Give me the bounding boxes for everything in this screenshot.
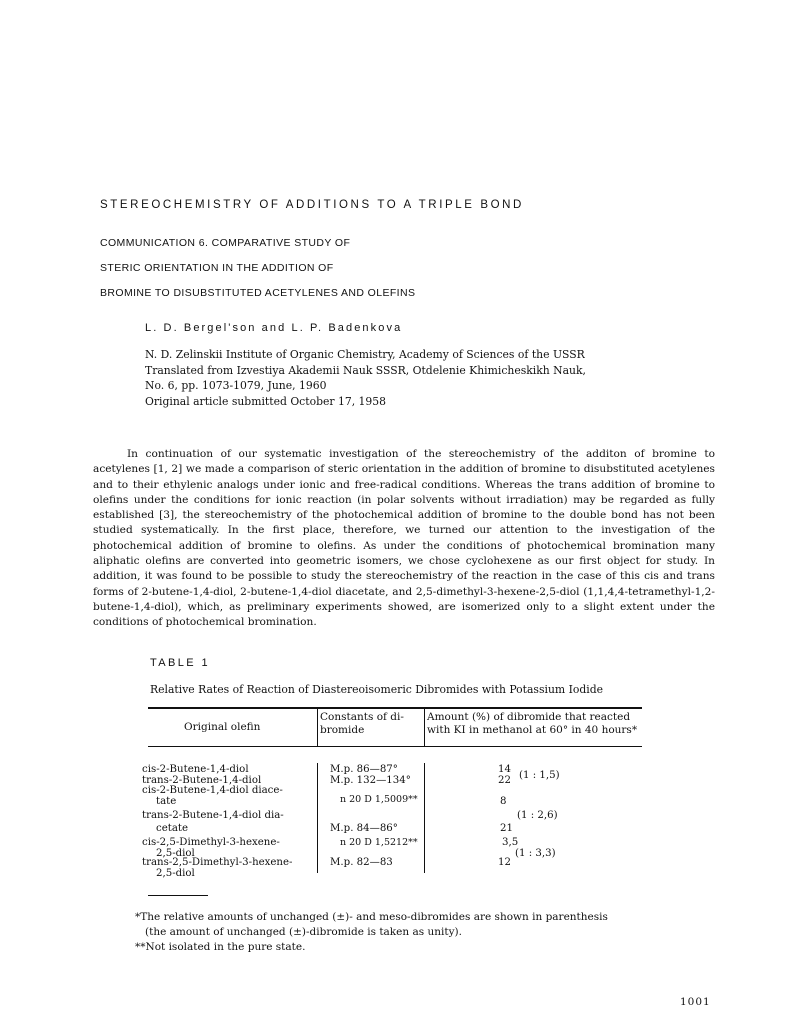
- subtitle-line-1: COMMUNICATION 6. COMPARATIVE STUDY OF: [100, 237, 351, 249]
- olefin-cell: tate: [156, 796, 177, 807]
- body-col-divider-1: [317, 763, 318, 873]
- olefin-cell: cis-2,5-Dimethyl-3-hexene-: [142, 837, 280, 848]
- olefin-cell: trans-2-Butene-1,4-diol dia-: [142, 810, 284, 821]
- amount-cell: 14: [498, 764, 511, 775]
- subtitle-line-3: BROMINE TO DISUBSTITUTED ACETYLENES AND OLEFINS: [100, 287, 416, 299]
- olefin-cell: 2,5-diol: [156, 848, 195, 859]
- table-header-rule: [148, 746, 642, 747]
- table-caption: Relative Rates of Reaction of Diastereoisomeric Dibromides with Potassium Iodide: [150, 683, 604, 696]
- olefin-cell: 2,5-diol: [156, 868, 195, 879]
- table-top-rule: [148, 707, 642, 709]
- table-number: TABLE 1: [150, 657, 211, 669]
- olefin-cell: cis-2-Butene-1,4-diol diace-: [142, 785, 283, 796]
- header-original-olefin: Original olefin: [184, 721, 261, 733]
- translation-source-line: Translated from Izvestiya Akademii Nauk SSSR, Otdelenie Khimicheskikh Nauk,: [145, 363, 586, 377]
- olefin-cell: trans-2,5-Dimethyl-3-hexene-: [142, 857, 293, 868]
- constants-cell: n 20 D 1,5212**: [340, 837, 418, 848]
- constants-cell: n 20 D 1,5009**: [340, 794, 418, 805]
- submission-date-line: Original article submitted October 17, 1958: [145, 394, 387, 408]
- ratio-cell: (1 : 3,3): [515, 848, 556, 859]
- amount-cell: 22: [498, 775, 511, 786]
- ratio-cell: (1 : 2,6): [517, 810, 558, 821]
- constants-cell: M.p. 132—134°: [330, 775, 411, 786]
- footnote-1: *The relative amounts of unchanged (±)- and meso-dibromides are shown in parenthesis: [135, 911, 608, 923]
- constants-cell: M.p. 84—86°: [330, 823, 398, 834]
- constants-cell: M.p. 86—87°: [330, 764, 398, 775]
- olefin-cell: cetate: [156, 823, 189, 834]
- amount-cell: 21: [500, 823, 513, 834]
- body-col-divider-2: [424, 763, 425, 873]
- ratio-cell: (1 : 1,5): [519, 770, 560, 781]
- olefin-cell: cis-2-Butene-1,4-diol: [142, 764, 249, 775]
- page-number: 1001: [680, 996, 711, 1008]
- issue-line: No. 6, pp. 1073-1079, June, 1960: [145, 379, 327, 392]
- header-col-divider-2: [424, 709, 425, 746]
- header-constants: Constants of di- bromide: [320, 711, 404, 736]
- amount-cell: 8: [500, 796, 507, 807]
- article-title: STEREOCHEMISTRY OF ADDITIONS TO A TRIPLE BOND: [100, 199, 524, 211]
- header-col-divider-1: [317, 709, 318, 746]
- affiliation-block: [145, 347, 586, 409]
- body-paragraph: In continuation of our systematic investigation of the stereochemistry of the additon of bromine to acetylenes [1, 2] we made a comparison of steric orientation in the addition of bromine to disubstituted acetylenes and to their ethylenic analogs under ionic and free-radical conditions. Whereas the trans addition of bromine to olefins under the conditions for ionic reaction (in polar solvents without irradiation) may be regarded as fully established [3], the stereochemistry of the photochemical addition of bromine to the double bond has not been studied systematically. In the first place, therefore, we turned our attention to the investigation of the photochemical addition of bromine to olefins. As under the conditions of photochemical bromination many aliphatic olefins are converted into geometric isomers, we chose cyclohexene as our first object for study. In addition, it was found to be possible to study the stereochemistry of the reaction in the case of this cis and trans forms of 2-butene-1,4-diol, 2-butene-1,4-diol diacetate, and 2,5-dimethyl-3-hexene-2,5-diol (1,1,4,4-tetramethyl-1,2-butene-1,4-diol), which, as preliminary experiments showed, are isomerized only to a slight extent under the conditions of photochemical bromination.: [93, 448, 715, 629]
- authors: L. D. Bergel'son and L. P. Badenkova: [145, 322, 403, 334]
- constants-cell: M.p. 82—83: [330, 857, 393, 868]
- amount-cell: 3,5: [502, 837, 519, 848]
- subtitle-line-2: STERIC ORIENTATION IN THE ADDITION OF: [100, 262, 334, 274]
- footnote-2: **Not isolated in the pure state.: [135, 941, 306, 953]
- footnote-rule: [148, 895, 208, 896]
- footnote-1-continued: (the amount of unchanged (±)-dibromide is taken as unity).: [145, 926, 462, 938]
- header-amount-reacted: Amount (%) of dibromide that reacted with KI in methanol at 60° in 40 hours*: [427, 711, 638, 736]
- affiliation-line: N. D. Zelinskii Institute of Organic Chemistry, Academy of Sciences of the USSR: [145, 348, 585, 361]
- amount-cell: 12: [498, 857, 511, 868]
- olefin-cell: trans-2-Butene-1,4-diol: [142, 775, 262, 786]
